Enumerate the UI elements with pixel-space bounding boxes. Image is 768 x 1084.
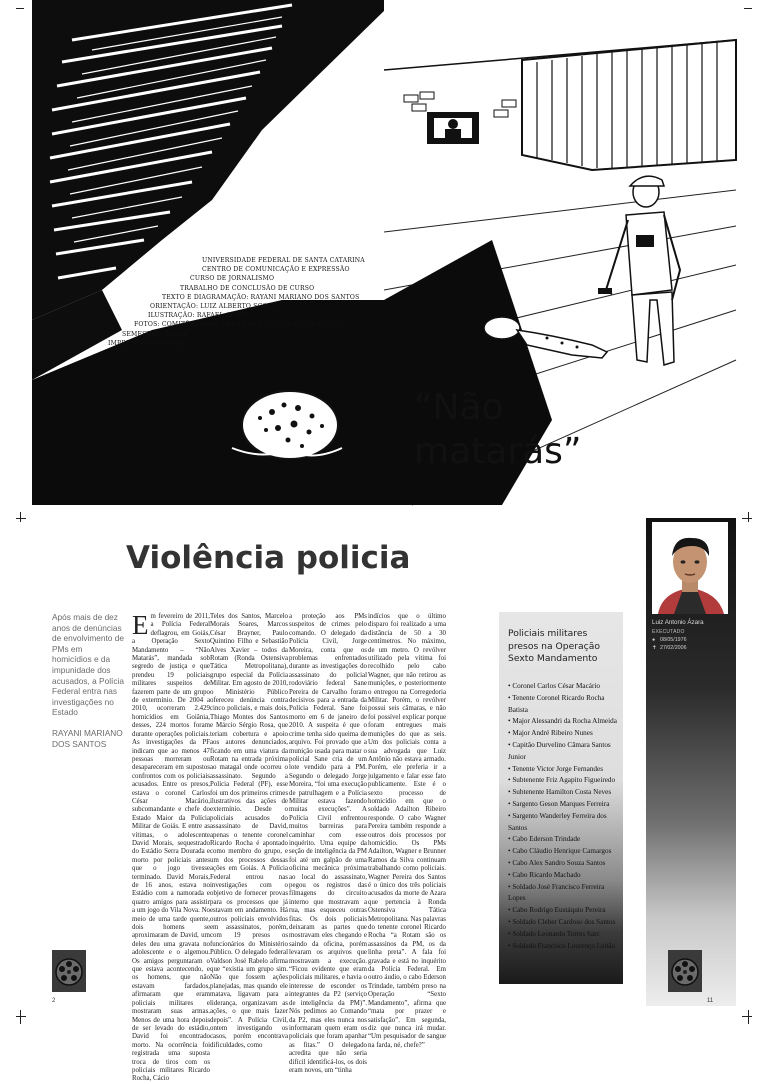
column-text: a proteção aos PMs suspeitos de crimes pelo comando. O delegado da Polícia Civil, Jorge Moreira, conta que os problemas enfrentados durante as investigações do assassinato do policial rodoviário federal Sane Pereira de Carvalho foram decisivos para a entrada da Polícia Federal. Sane foi morto em 6 de janeiro de 2010. A suspeita é que o crime tenha sido queima de arquivo. Foi provado que a munição usada para matar o policial Sane cria de um lote vendido para a PM. Segundo o delegado Jorge Moreira, “foi uma execução de patrulhagem e a Polícia Militar estava fazendo muitas execuções”. A Polícia Civil enfrentou muitos barreiras para caminhar com esse inquérito. Uma equipe da seção de inteligência da PM foi até um galpão de uma oficina mecânica próxima ao local do assassinato, pegou os registros das filmagens do circuito interno que mostravam a rua, mas esqueceu outras fitas. Os dois policiais deixaram as partes que mostravam eles chegando e saindo da oficina, porém levaram os arquivos que mostravam a execução. “Ficou evidente que eram policiais militares, e havia o interesse de esconder os integrantes da P2 (serviço de inteligência da PM)”. Nós pedimos ao Comando da P2, mas eles nunca nos informaram quem eram os policiais que foram apanhar as fitas.” O delegado acredita que não seria difícil identificá-los, os dois eram novos, um “tinha (289, 613, 367, 1074)
credit-line: TRABALHO DE CONCLUSÃO DE CURSO (180, 284, 315, 292)
list-item: • Cabo Cláudio Henrique Camargos (508, 847, 612, 856)
article-author: RAYANI MARIANO DOS SANTOS (52, 727, 123, 749)
list-item: • Sargento Wanderley Ferreira dos Santos (508, 811, 607, 832)
birth-date: 08/05/1976 (660, 637, 687, 643)
victim-death-date (652, 645, 687, 651)
cross-icon: ✝ (652, 645, 657, 651)
credit-line: FOTOS: COMITÊ GOIANO PELO FIM DA VIOLÊNCIA POLICIAL (134, 321, 345, 329)
illustration-drawing (32, 0, 736, 505)
article-headline: Violência policia (126, 540, 411, 576)
credit-line: ORIENTAÇÃO: LUIZ ALBERTO SCOTTO (150, 303, 282, 311)
colophon-credits (108, 256, 374, 348)
arrested-officers-list (508, 681, 618, 952)
sidebar-box (499, 612, 623, 984)
victim-status: EXECUTADO (652, 629, 685, 635)
article-column-4 (368, 613, 446, 1050)
list-item: • Sargento Geson Marques Ferreira (508, 799, 610, 808)
list-item: • Soldado José Francisco Ferreira Lopes (508, 882, 605, 903)
list-item: • Soldado Cleber Cardoso dos Santos (508, 917, 616, 926)
list-item: • Tenente Victor Jorge Fernandes (508, 764, 603, 773)
list-item: • Soldado Francisco Lourenço Leitão (508, 941, 616, 950)
cover-title-line: “Não (414, 387, 504, 428)
revolver-icon (52, 950, 86, 992)
victim-portrait (652, 522, 728, 614)
cover-title (414, 386, 582, 474)
victim-birth-date (652, 637, 687, 643)
crop-mark (748, 512, 749, 522)
credit-line: IMPRESSÃO: POSTMIX (108, 339, 186, 347)
crop-mark (16, 1016, 26, 1017)
victim-name: Luiz Antonio Ázara (652, 619, 704, 626)
column-text: indícios que o último disparo foi realizado a uma distância de 50 a 30 centímetros. No máximo, de um metro. O revólver utilizado pela vítima foi recolhido pelo cabo Wagner, que não retirou as munições, e posteriormente o entregou na Corregedoria Militar. Porém, o revólver possui seis câmaras, e não foi possível explicar porque foram entregues mais munições do que as seis. Um dos policiais conta a sua advogada que Luiz Antônio não estava armado. Porém, ele preferia ir a julgamento e falar esse fato publicamente. Este é o sexto processo de homicídio em que o soldado Adailton Ribeiro responde. O cabo Wagner Pereira também responde a outros dois processos por homicídio. Os PMs Adailton, Wagner e Brunner Ramos da Silva continuam trabalhando como policiais. Wagner Pereira dos Santos é o único dos três policiais acusados da morte de Azara que pertencia à Ronda Ostensiva Tática Metropolitana. Nas palavras do tenente coronel Ricardo Rocha “a Rotam são os assassinos da PM, os da linha preta”. A fala foi gravada e está no inquérito da Polícia Federal. Em outro áudio, o cabo Ederson Trindade, também preso na Operação “Sexto Mandamento”, afirma que “mata por prazer e satisfação”. Em segunda, diz que nunca irá mudar. “Um pesquisador de sangue na farda, né, chefe?” (368, 613, 446, 1049)
list-item: • Cabo Alex Sandro Souza Santos (508, 858, 606, 867)
article-column-2 (210, 613, 288, 1050)
crop-mark (16, 8, 24, 9)
list-item: • Major Alessandri da Rocha Almeida (508, 717, 617, 726)
credit-line: UNIVERSIDADE FEDERAL DE SANTA CATARINA (202, 257, 365, 264)
crop-mark (744, 8, 752, 9)
article-lead (52, 612, 124, 749)
crop-mark (20, 1010, 21, 1024)
list-item: • Major André Ribeiro Nunes (508, 729, 593, 738)
list-item: • Cabo Ederson Trindade (508, 835, 581, 844)
birth-icon: ● (652, 637, 656, 643)
list-item: • Subtenente Friz Agapito Figueiredo (508, 776, 616, 785)
revolver-icon (668, 950, 702, 992)
drop-cap: E (132, 610, 149, 640)
credit-line: SEMESTRE: 2011/2 (122, 330, 188, 338)
page-number-left: 2 (52, 998, 56, 1004)
crop-mark (742, 1016, 752, 1017)
list-item: • Soldado Leonardo Torres Sarc (508, 929, 600, 938)
death-date: 27/02/2006 (660, 645, 687, 651)
crop-mark (16, 518, 26, 519)
cover-title-line: matarás” (414, 431, 582, 472)
lead-text: Após mais de dez anos de denúncias de envolvimento de PMs em homicídios e da impunidade dos acusados, a Polícia Federal entra nas investigações no Estado (52, 612, 124, 718)
column-text: Teles dos Santos, Marcelo Morais Soares, Marcos César Brayner, Paulo Quintino Filho e Sebastião Alves Xavier – todos da Rotam (Ronda Ostensiva Tática Metropolitana), grupo especial da Polícia Militar. Em agosto de 2010, o Ministério Público ofereceu denúncia contra cinco policiais, e mais dois, Thiago Montes dos Santos e Márcio Sérgio Rosa, que teriam cobertura e apoio aos autores denunciados, ficando em uma viatura da Rotam na entrada próxima ao matagal onde ocorreu o assassinato. Segundo a Polícia Federal (PF), esse foi um dos primeiros crimes ilustrativos das ações de extermínio. Desde o policiais acusados do assassinato de David, apenas o tenente coronel Ricardo Rocha é apontado como membro do grupo, e um dos processos dessas ações em Goiás. A Polícia Federal entrou nas investigações com o objetivo de fornecer provas para os processos que já estavam em andamento. Há outros policiais envolvidos em assassinatos, porém, com 19 presos os funcionários do Ministério Público. O delegado federal Valdson José Rabelo afirma que “existia um grupo sim. Não que fossem ações planejadas, mas quando ele matava, ligavam para a liderança, organizavam as ações, o que mais fazer depois”. A Polícia Civil, ontem investigando os casos, porém encontrava dificuldades, como (210, 613, 288, 1049)
cover-illustration (32, 0, 736, 505)
crop-mark (742, 518, 752, 519)
list-item: • Cabo Ricardo Machado (508, 870, 581, 879)
crop-mark (20, 512, 21, 522)
credit-line: ILUSTRAÇÃO: RAFAEL ALVES (148, 312, 248, 320)
sidebar-title: Policiais militares presos na Operação Sexto Mandamento (508, 628, 600, 665)
credit-line: CENTRO DE COMUNICAÇÃO E EXPRESSÃO (202, 266, 350, 274)
list-item: • Capitão Durvelino Câmara Santos Junior (508, 740, 611, 761)
article-column-1 (132, 610, 210, 1084)
credit-line: CURSO DE JORNALISMO (190, 275, 275, 283)
list-item: • Cabo Rodrigo Eustáquio Pereira (508, 906, 606, 915)
list-item: • Coronel Carlos César Macário (508, 682, 600, 690)
article-column-3 (289, 613, 367, 1075)
crop-mark (748, 1010, 749, 1024)
page-number-right: 11 (707, 998, 714, 1004)
list-item: • Tenente Coronel Ricardo Rocha Batista (508, 693, 605, 714)
credit-line: TEXTO E DIAGRAMAÇÃO: RAYANI MARIANO DOS SANTOS (162, 293, 360, 301)
list-item: • Subtenente Hamilton Costa Neves (508, 788, 612, 797)
column-text: m fevereiro de 2011, a Polícia Federal deflagrou, em Goiás, a Operação Sexto Mandamento – “Não Matarás”, mandada sob segredo de justiça e que prendeu 19 policiais militares suspeitos de fazerem parte de um grupo de extermínio. De 2004 a 2010, ocorreram 2.429 homicídios em Goiânia, desses, 224 mortos foram durante operações policiais. As investigações da PF indicam que ao menos 47 pessoas morreram ou desapareceram em supostos confrontos com os policiais acusados. Entre os presos, estava o coronel Carlos César Macário, subcomandante e chefe do Estado Maior da Polícia Militar de Goiás. E entre as vítimas, o adolescente David Morais, sequestrado do Estádio Serra Dourada e morto por policiais antes que o jogo tivesse terminado. David Morais, de 16 anos, estava no Estádio com a namorada e quatro amigos para assistir a um jogo do Vila Nova. No meio de uma tarde quente, dois homens se aproximaram de David, um deles deu uma gravata no adolescente e o algemou. Os amigos perguntaram o que estava acontecendo, e os homens, que não estavam fardados, afirmaram que eram policiais militares e mostraram suas armas. Menos de uma hora depois de ser levado do estádio, David foi encontrado morto. Na ocorrência foi registrada uma suposta troca de tiros com os policiais militares Ricardo Rocha, Cácio (132, 613, 210, 1083)
portrait-drawing (652, 522, 728, 614)
